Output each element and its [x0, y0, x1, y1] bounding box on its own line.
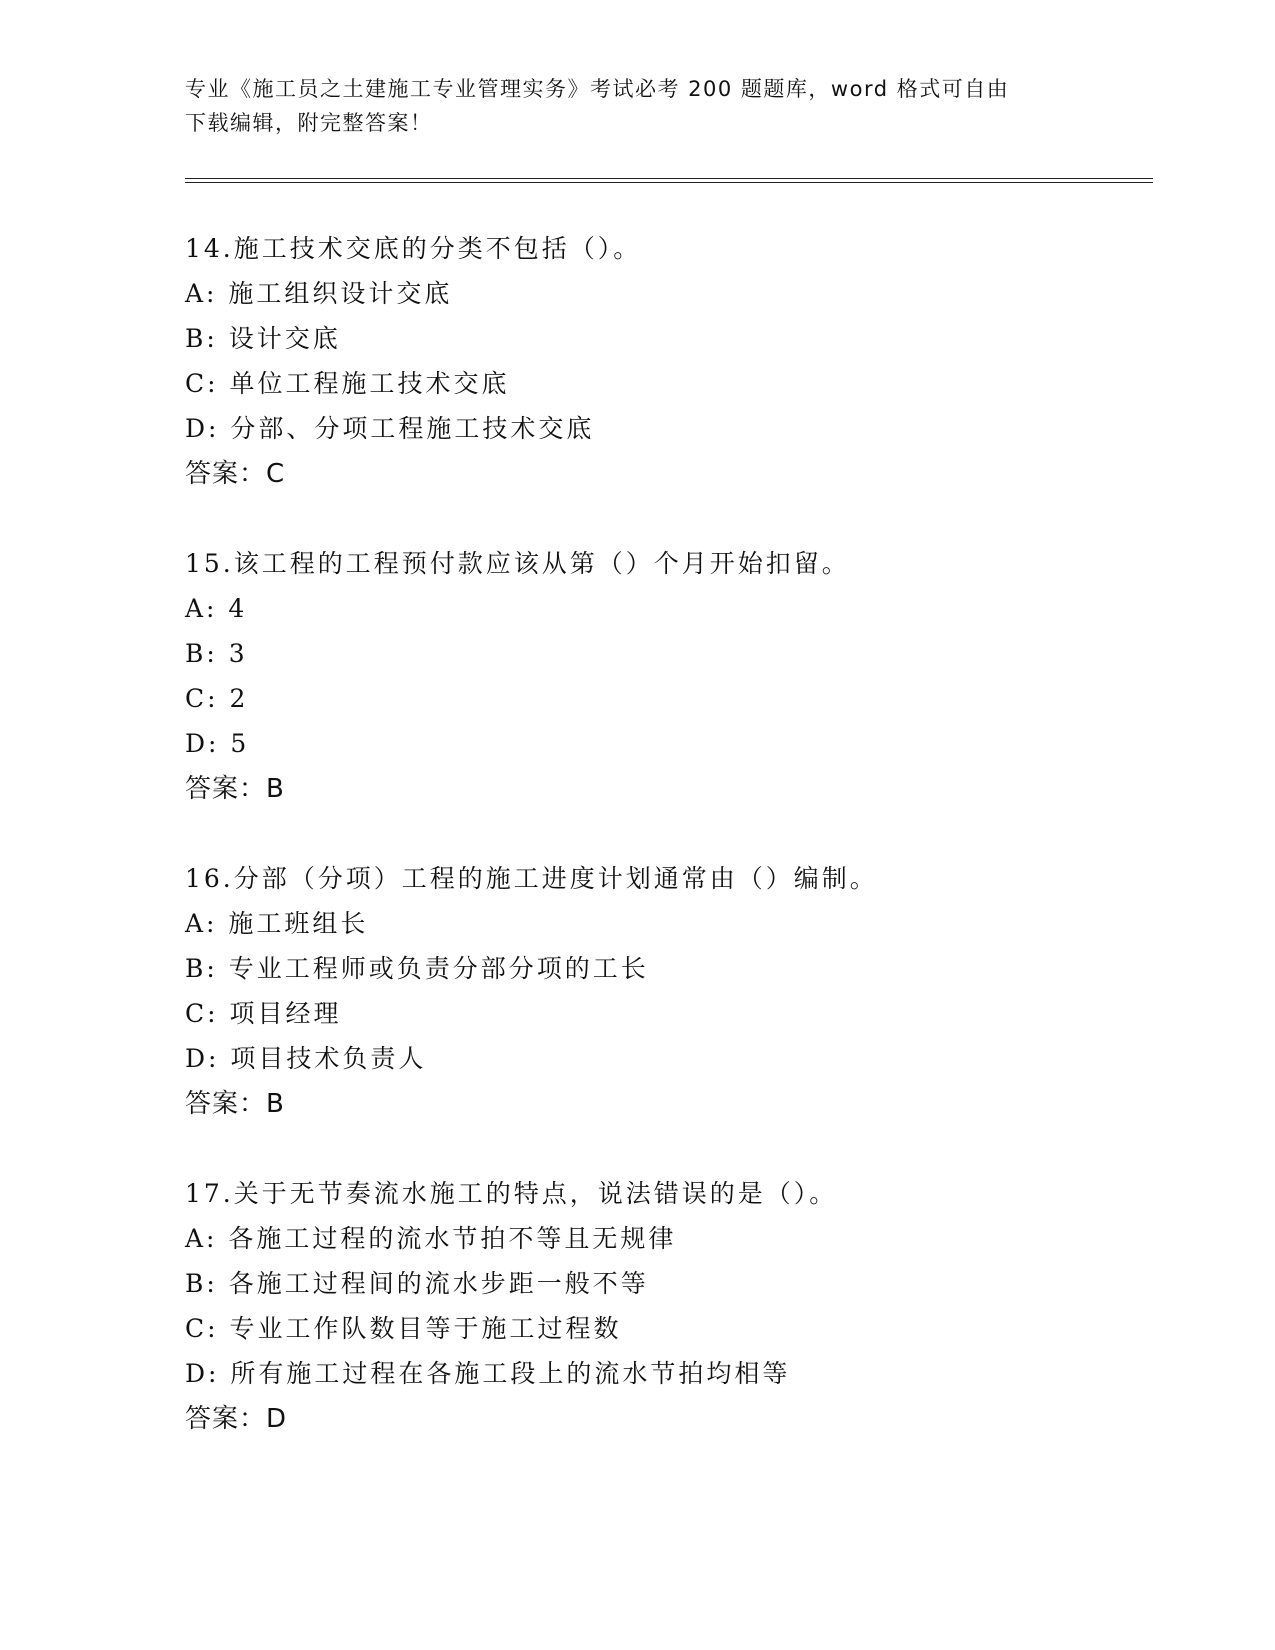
option-c: C: 2 — [185, 684, 249, 713]
question-list — [185, 232, 1153, 1492]
header-line-2: 下载编辑，附完整答案！ — [185, 111, 433, 135]
question-16 — [185, 862, 1153, 1121]
answer: 答案：C — [185, 459, 286, 489]
question-15 — [185, 547, 1153, 806]
option-d: D: 所有施工过程在各施工段上的流水节拍均相等 — [185, 1359, 791, 1388]
option-a: A: 各施工过程的流水节拍不等且无规律 — [185, 1224, 677, 1253]
question-stem: 15.该工程的工程预付款应该从第（）个月开始扣留。 — [185, 549, 850, 578]
option-b: B: 设计交底 — [185, 324, 341, 353]
option-d: D: 分部、分项工程施工技术交底 — [185, 414, 595, 443]
answer: 答案：B — [185, 1089, 285, 1119]
option-a: A: 施工班组长 — [185, 909, 369, 938]
header-line-1: 专业《施工员之土建施工专业管理实务》考试必考 200 题题库，word 格式可自由 — [185, 77, 1010, 101]
question-stem: 14.施工技术交底的分类不包括（）。 — [185, 234, 642, 263]
option-b: B: 专业工程师或负责分部分项的工长 — [185, 954, 649, 983]
option-b: B: 各施工过程间的流水步距一般不等 — [185, 1269, 649, 1298]
answer: 答案：D — [185, 1404, 288, 1434]
question-14 — [185, 232, 1153, 491]
question-17 — [185, 1177, 1153, 1436]
header-divider-bottom — [185, 182, 1153, 183]
question-stem: 16.分部（分项）工程的施工进度计划通常由（）编制。 — [185, 864, 878, 893]
option-d: D: 项目技术负责人 — [185, 1044, 427, 1073]
option-a: A: 4 — [185, 594, 248, 623]
option-b: B: 3 — [185, 639, 248, 668]
option-c: C: 专业工作队数目等于施工过程数 — [185, 1314, 622, 1343]
document-header — [185, 72, 1085, 140]
header-divider-top — [185, 178, 1153, 179]
answer: 答案：B — [185, 774, 285, 804]
option-c: C: 项目经理 — [185, 999, 342, 1028]
option-d: D: 5 — [185, 729, 250, 758]
option-c: C: 单位工程施工技术交底 — [185, 369, 510, 398]
question-stem: 17.关于无节奏流水施工的特点，说法错误的是（）。 — [185, 1179, 838, 1208]
option-a: A: 施工组织设计交底 — [185, 279, 453, 308]
